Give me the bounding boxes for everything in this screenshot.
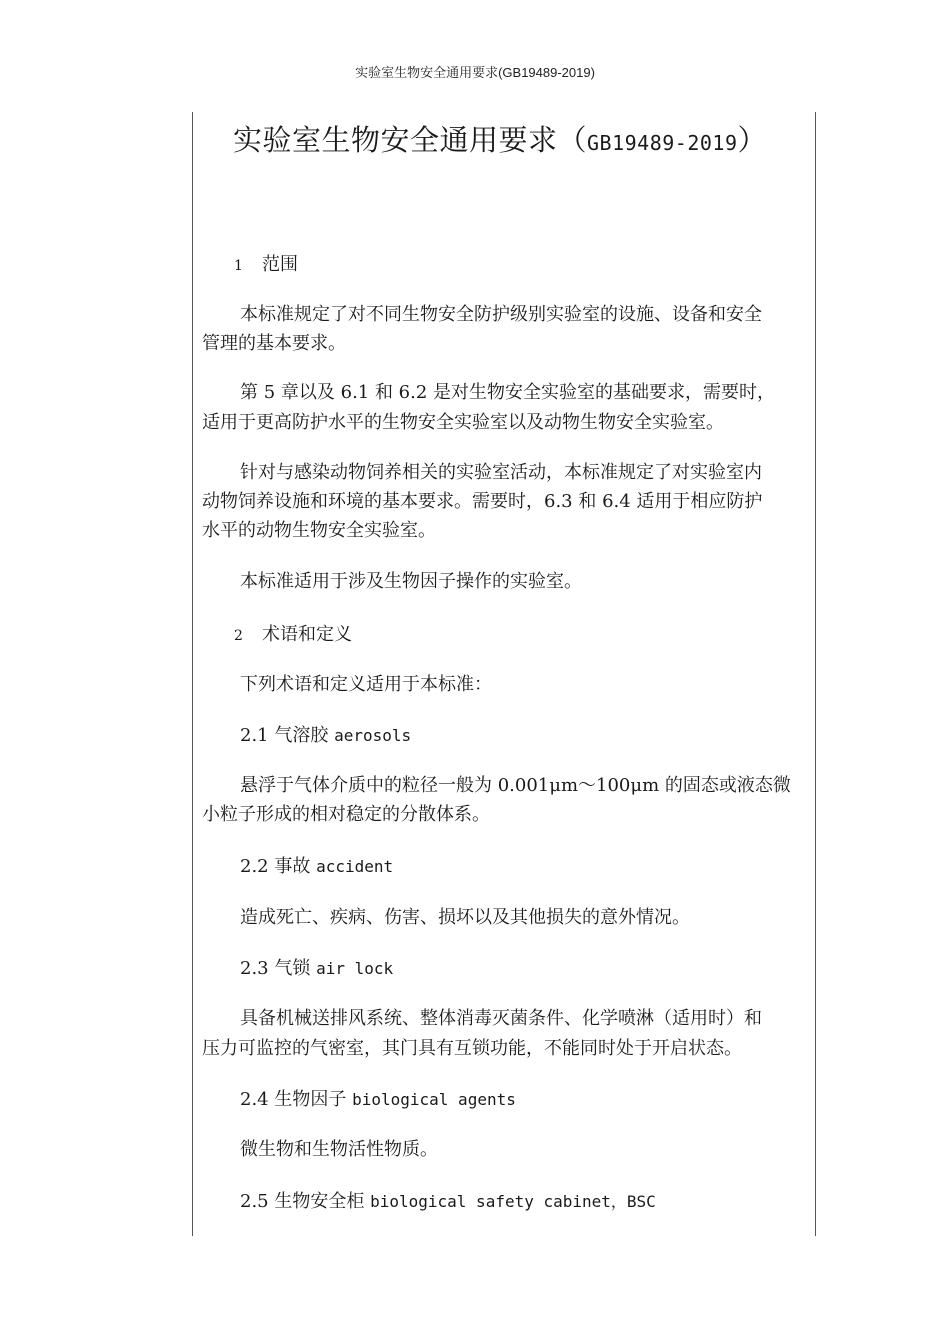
term-definition-line: 悬浮于气体介质中的粒径一般为 0.001μm～100μm 的固态或液态微	[240, 775, 791, 796]
paragraph-line: 本标准适用于涉及生物因子操作的实验室。	[240, 571, 582, 592]
term-label-en: biological safety cabinet，BSC	[370, 1192, 656, 1211]
paragraph-line: 管理的基本要求。	[202, 333, 346, 354]
left-margin-rule	[192, 112, 193, 1236]
section-title: 范围	[262, 254, 298, 275]
paragraph-line: 水平的动物生物安全实验室。	[202, 520, 436, 541]
section-2-heading	[234, 620, 840, 646]
term-definition-line: 造成死亡、疾病、伤害、损坏以及其他损失的意外情况。	[240, 907, 690, 928]
term-label-cn: 2.1 气溶胶	[240, 725, 329, 746]
term-2-3-label	[240, 954, 846, 980]
term-label-en: aerosols	[334, 726, 412, 745]
term-label-en: air lock	[316, 959, 394, 978]
term-label-en: accident	[316, 857, 394, 876]
term-label-en: biological agents	[352, 1090, 516, 1109]
term-2-5-label	[240, 1187, 846, 1213]
term-label-cn: 2.2 事故	[240, 856, 311, 877]
term-definition-line: 小粒子形成的相对稳定的分散体系。	[202, 804, 490, 825]
section-1-heading	[234, 250, 840, 276]
paragraph-line: 下列术语和定义适用于本标准：	[240, 674, 492, 695]
term-definition-line: 压力可监控的气密室，其门具有互锁功能，不能同时处于开启状态。	[202, 1038, 742, 1059]
title-standard-code: GB19489-2019	[587, 131, 738, 155]
term-label-cn: 2.3 气锁	[240, 958, 311, 979]
term-definition-line: 微生物和生物活性物质。	[240, 1139, 438, 1160]
term-2-2-label	[240, 852, 846, 878]
section-number: 1	[234, 258, 243, 274]
running-header: 实验室生物安全通用要求(GB19489-2019)	[355, 65, 595, 80]
title-close-paren: ）	[737, 123, 768, 157]
title-chinese: 实验室生物安全通用要求（	[232, 123, 587, 157]
term-label-cn: 2.5 生物安全柜	[240, 1191, 365, 1212]
document-title	[200, 118, 800, 159]
paragraph-line: 适用于更高防护水平的生物安全实验室以及动物生物安全实验室。	[202, 412, 724, 433]
paragraph-line: 针对与感染动物饲养相关的实验室活动，本标准规定了对实验室内	[240, 462, 762, 483]
paragraph-line: 动物饲养设施和环境的基本要求。需要时，6.3 和 6.4 适用于相应防护	[202, 491, 763, 512]
term-label-cn: 2.4 生物因子	[240, 1089, 347, 1110]
term-definition-line: 具备机械送排风系统、整体消毒灭菌条件、化学喷淋（适用时）和	[240, 1008, 762, 1029]
term-2-4-label	[240, 1085, 846, 1111]
paragraph-line: 第 5 章以及 6.1 和 6.2 是对生物安全实验室的基础要求，需要时，	[240, 382, 776, 403]
paragraph-line: 本标准规定了对不同生物安全防护级别实验室的设施、设备和安全	[240, 304, 762, 325]
section-title: 术语和定义	[262, 624, 352, 645]
section-number: 2	[234, 628, 243, 644]
term-2-1-label	[240, 721, 846, 747]
